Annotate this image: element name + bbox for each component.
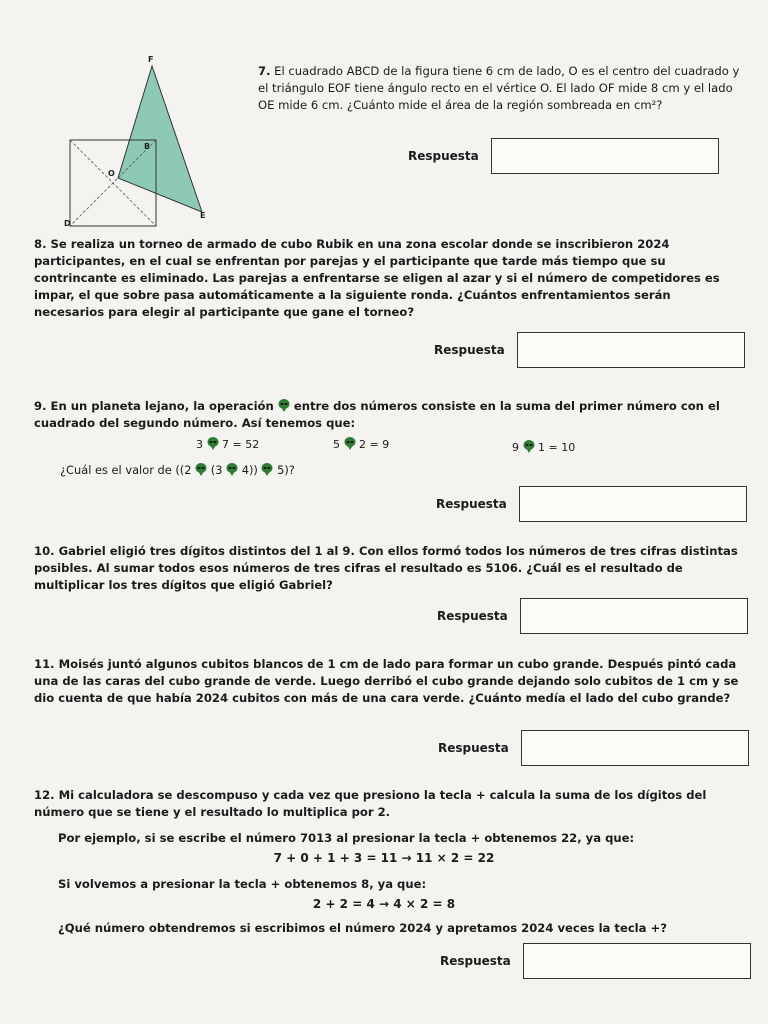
example-2 <box>333 437 389 451</box>
label-d: D <box>64 219 71 227</box>
ask-part-a: ¿Cuál es el valor de ((2 <box>60 463 192 477</box>
question-12-ask <box>58 920 748 937</box>
question-12-second-eq <box>0 896 768 913</box>
example-intro: Por ejemplo, si se escribe el número 7013 al presionar la tecla + obtenemos 22, ya que: <box>58 831 635 845</box>
answer-label: Respuesta <box>438 741 509 755</box>
example-right: 2 = 9 <box>359 438 390 451</box>
alien-operator-icon <box>344 437 356 450</box>
question-12-example-eq <box>0 850 768 867</box>
answer-label: Respuesta <box>440 954 511 968</box>
question-number: 12. <box>34 788 55 802</box>
question-text: Se realiza un torneo de armado de cubo Rubik en una zona escolar donde se inscribieron 2024 participantes, en el cual se enfrentan por parejas y el participante que tarde más tiempo que su contrincante es eliminado. Las parejas a enfrentarse se eligen al azar y si el número de competidores es impar, el que sobre pasa automáticamente a la siguiente ronda. ¿Cuántos enfrentamientos serán necesarios para elegir al participante que gane el torneo? <box>34 237 720 319</box>
answer-label: Respuesta <box>437 609 508 623</box>
ask-part-d: 5)? <box>277 463 295 477</box>
label-f: F <box>148 55 154 64</box>
question-ask: ¿Qué número obtendremos si escribimos el número 2024 y apretamos 2024 veces la tecla +? <box>58 921 667 935</box>
question-text: Mi calculadora se descompuso y cada vez que presiono la tecla + calcula la suma de los dígitos del número que se tiene y el resultado lo multiplica por 2. <box>34 788 707 819</box>
question-11 <box>34 656 744 707</box>
label-o: O <box>108 169 115 178</box>
alien-operator-icon <box>195 463 207 476</box>
answer-row-7 <box>408 138 719 174</box>
question-text: Gabriel eligió tres dígitos distintos del 1 al 9. Con ellos formó todos los números de tres cifras distintas posibles. Al sumar todos esos números de tres cifras el resultado es 5106. ¿Cuál es el resultado de multiplicar los tres dígitos que eligió Gabriel? <box>34 544 738 592</box>
question-text: El cuadrado ABCD de la figura tiene 6 cm de lado, O es el centro del cuadrado y el triángulo EOF tiene ángulo recto en el vértice O. El lado OF mide 8 cm y el lado OE mide 6 cm. ¿Cuánto mide el área de la región sombreada en cm²? <box>258 64 740 112</box>
answer-box-11[interactable] <box>521 730 749 766</box>
example-left: 3 <box>196 438 203 451</box>
example-equation: 7 + 0 + 1 + 3 = 11 → 11 × 2 = 22 <box>273 851 495 865</box>
answer-row-11 <box>438 730 749 766</box>
answer-label: Respuesta <box>408 149 479 163</box>
question-text: Moisés juntó algunos cubitos blancos de 1 cm de lado para formar un cubo grande. Después pintó cada una de las caras del cubo grande de verde. Luego derribó el cubo grande dejando solo cubitos de 1 cm y se dio cuenta de que había 2024 cubitos con más de una cara verde. ¿Cuánto medía el lado del cubo grande? <box>34 657 739 705</box>
example-1 <box>196 437 259 451</box>
question-8 <box>34 236 744 321</box>
alien-operator-icon <box>261 463 273 476</box>
answer-box-8[interactable] <box>517 332 745 368</box>
answer-box-7[interactable] <box>491 138 719 174</box>
question-12-example-intro <box>58 830 748 847</box>
alien-operator-icon <box>207 437 219 450</box>
shaded-triangle <box>118 66 202 212</box>
answer-row-8 <box>434 332 745 368</box>
ask-part-b: (3 <box>210 463 223 477</box>
question-12 <box>34 787 744 821</box>
question-10 <box>34 543 744 594</box>
example-left: 9 <box>512 441 519 454</box>
example-right: 7 = 52 <box>222 438 260 451</box>
alien-operator-icon <box>226 463 238 476</box>
second-equation: 2 + 2 = 4 → 4 × 2 = 8 <box>312 897 456 911</box>
second-intro: Si volvemos a presionar la tecla + obtenemos 8, ya que: <box>58 877 427 891</box>
answer-row-10 <box>437 598 748 634</box>
alien-operator-icon <box>278 399 290 412</box>
question-number: 10. <box>34 544 55 558</box>
example-right: 1 = 10 <box>538 441 576 454</box>
answer-label: Respuesta <box>434 343 505 357</box>
question-text-before: En un planeta lejano, la operación <box>50 399 274 413</box>
alien-operator-icon <box>523 440 535 453</box>
answer-box-12[interactable] <box>523 943 751 979</box>
answer-box-10[interactable] <box>520 598 748 634</box>
example-left: 5 <box>333 438 340 451</box>
answer-label: Respuesta <box>436 497 507 511</box>
question-number: 9. <box>34 399 47 413</box>
question-number: 8. <box>34 237 47 251</box>
square-triangle-figure <box>52 52 222 227</box>
answer-box-9[interactable] <box>519 486 747 522</box>
answer-row-9 <box>436 486 747 522</box>
label-e: E <box>200 211 206 220</box>
ask-part-c: 4)) <box>241 463 258 477</box>
question-9-ask <box>60 462 295 479</box>
question-text-after: entre dos números consiste en la suma del primer número con el cuadrado del segundo número. Así tenemos que: <box>34 399 720 430</box>
example-3 <box>512 440 575 454</box>
label-b: B <box>144 142 151 151</box>
question-number: 7. <box>258 64 271 78</box>
question-9 <box>34 398 744 432</box>
question-number: 11. <box>34 657 55 671</box>
question-7 <box>258 63 744 114</box>
answer-row-12 <box>440 943 751 979</box>
question-12-second-intro <box>58 876 748 893</box>
